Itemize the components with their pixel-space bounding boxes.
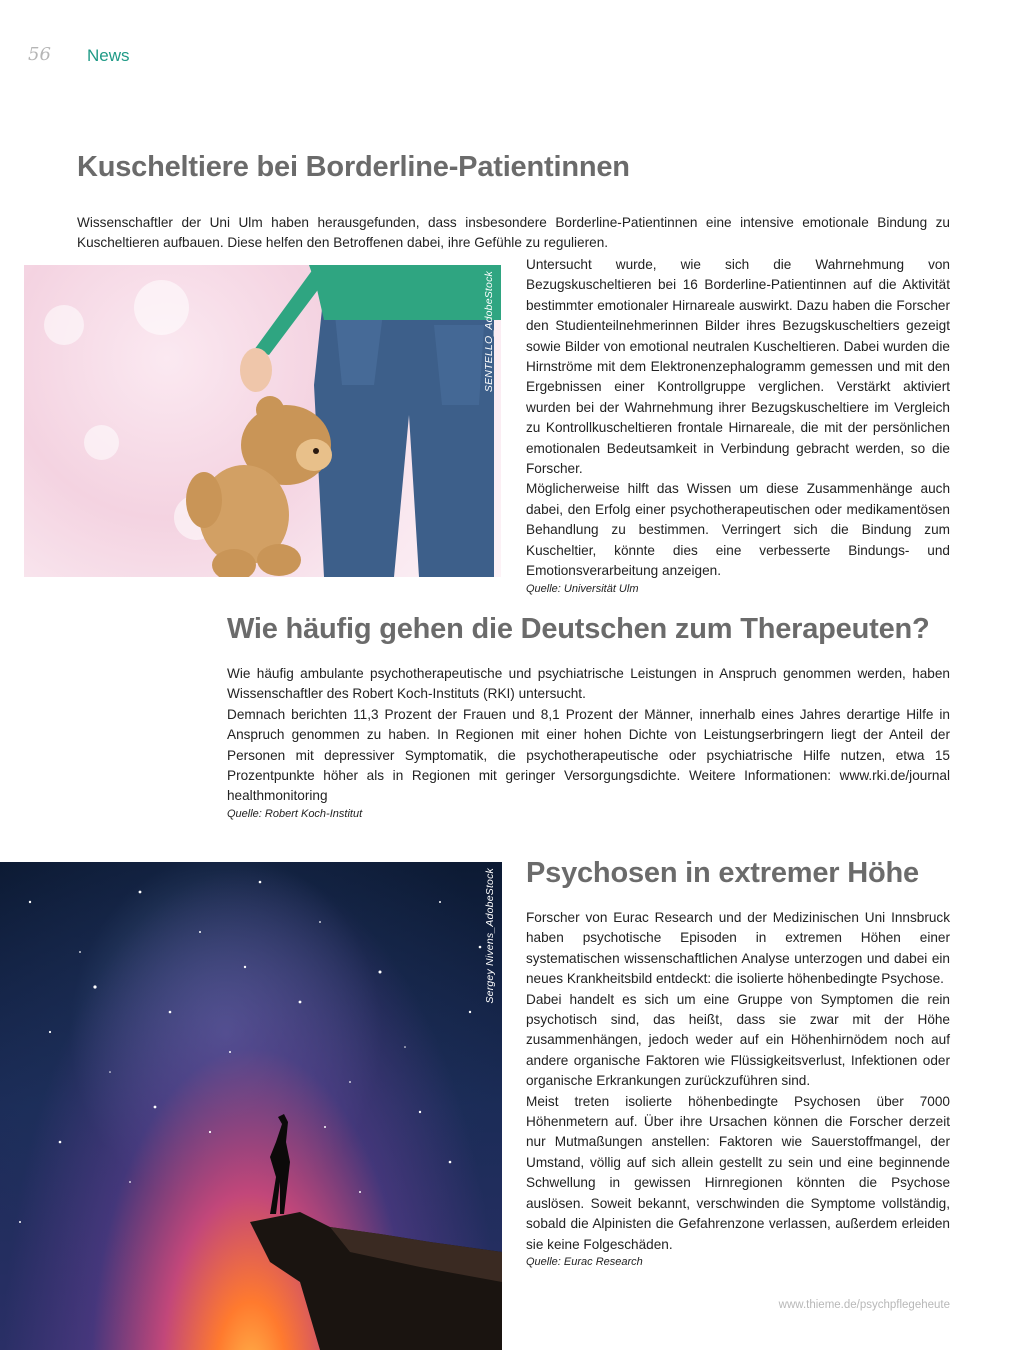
- page-number: 56: [28, 44, 51, 65]
- section-label: News: [87, 46, 130, 65]
- image-credit-1: SENTELLO_AdobeStock: [483, 271, 495, 393]
- article2-body: [227, 664, 950, 820]
- article1-paragraph-1: Untersucht wurde, wie sich die Wahrnehmung von Bezugskuscheltieren bei 16 Borderline-Patientinnen auf die Aktivität bestimmter emotionaler Hirnareale auswirkt. Dazu haben die Forscher den Studienteilnehmerinnen Bilder ihres Bezugskuscheltiers gezeigt sowie Bilder von emotional neutralen Kuscheltieren. Dabei wurden die Hirnströme mit dem Elektronenzephalogramm gemessen und mit den Ergebnissen einer Kontrollgruppe verglichen. Verstärkt aktiviert wurden bei der Wahrnehmung ihrer Bezugskuscheltiere im Vergleich zu Kontrollkuscheltieren frontale Hirnareale, die mit der persönlichen emotionalen Bedeutsamkeit in Verbindung gebracht werden, so die Forscher.: [526, 257, 950, 477]
- article3-body: [526, 908, 950, 1268]
- article1-title: Kuscheltiere bei Borderline-Patientinnen: [77, 151, 630, 183]
- article3-title: Psychosen in extremer Höhe: [526, 857, 919, 889]
- article3-paragraph-1: Forscher von Eurac Research und der Medizinischen Uni Innsbruck haben psychotische Episoden in extremen Höhen einer systematischen wissenschaftlichen Analyse unterzogen und dabei ein neues Krankheitsbild entdeckt: die isolierte höhenbedingte Psychose.: [526, 910, 950, 987]
- image-credit-2: Sergey Nivens_AdobeStock: [484, 868, 496, 1004]
- article1-paragraph-2: Möglicherweise hilft das Wissen um diese Zusammenhänge auch dabei, den Erfolg einer psychotherapeutischen oder medikamentösen Behandlung zu bestimmen. Verringert sich die Bindung zum Kuscheltier, könnte dies eine verbesserte Bindungs- und Emotionsverarbeitung anzeigen.: [526, 481, 950, 579]
- article3-paragraph-3: Meist treten isolierte höhenbedingte Psychosen über 7000 Höhenmetern auf. Über ihre Ursachen können die Forscher derzeit nur Mutmaßungen anstellen: Faktoren wie Sauerstoffmangel, der Umstand, völlig auf sich allein gestellt zu sein und eine beginnende Schwellung in gewissen Hirnregionen könnten die Psychose auslösen. Soweit bekannt, verschwinden die Symptome vollständig, sobald die Alpinisten die Gefahrenzone verlassen, außerdem erleiden sie keine Folgeschäden.: [526, 1093, 950, 1252]
- article2-paragraph-1: Wie häufig ambulante psychotherapeutische und psychiatrische Leistungen in Anspruch genommen werden, haben Wissenschaftler des Robert Koch-Instituts (RKI) untersucht.: [227, 666, 950, 702]
- teddy-bear-photo: [24, 265, 501, 577]
- article3-source: Quelle: Eurac Research: [526, 1255, 643, 1268]
- article1-intro: Wissenschaftler der Uni Ulm haben herausgefunden, dass insbesondere Borderline-Patientinnen eine intensive emotionale Bindung zu Kuscheltieren aufbauen. Diese helfen den Betroffenen dabei, ihre Gefühle zu regulieren.: [77, 215, 950, 251]
- footer-url[interactable]: www.thieme.de/psychpflegeheute: [778, 1299, 950, 1311]
- article2-paragraph-2: Demnach berichten 11,3 Prozent der Frauen und 8,1 Prozent der Männer, innerhalb eines Jahres derartige Hilfe in Anspruch genommen zu haben. In Regionen mit einer hohen Dichte von Leistungserbringern liegt der Anteil der Personen mit depressiver Symptomatik, die psychotherapeutische oder psychiatrische Hilfe nutzen, etwa 15 Prozentpunkte höher als in Regionen mit geringer Versorgungsdichte. Weitere Informationen: www.rki.de/journal healthmonitoring: [227, 706, 950, 804]
- article3-paragraph-2: Dabei handelt es sich um eine Gruppe von Symptomen die rein psychotisch sind, das heißt, dass sie zwar mit der Höhe zusammenhängen, jedoch weder auf ein Höhenhirnödem noch auf andere organische Faktoren wie Flüssigkeitsverlust, Infektionen oder organische Erkrankungen zurückzuführen sind.: [526, 991, 950, 1089]
- article1-body: [526, 255, 950, 595]
- article2-title: Wie häufig gehen die Deutschen zum Therapeuten?: [227, 613, 930, 645]
- article2-source: Quelle: Robert Koch-Institut: [227, 807, 363, 820]
- starry-sky-photo: [0, 862, 502, 1350]
- article1-source: Quelle: Universität Ulm: [526, 582, 639, 595]
